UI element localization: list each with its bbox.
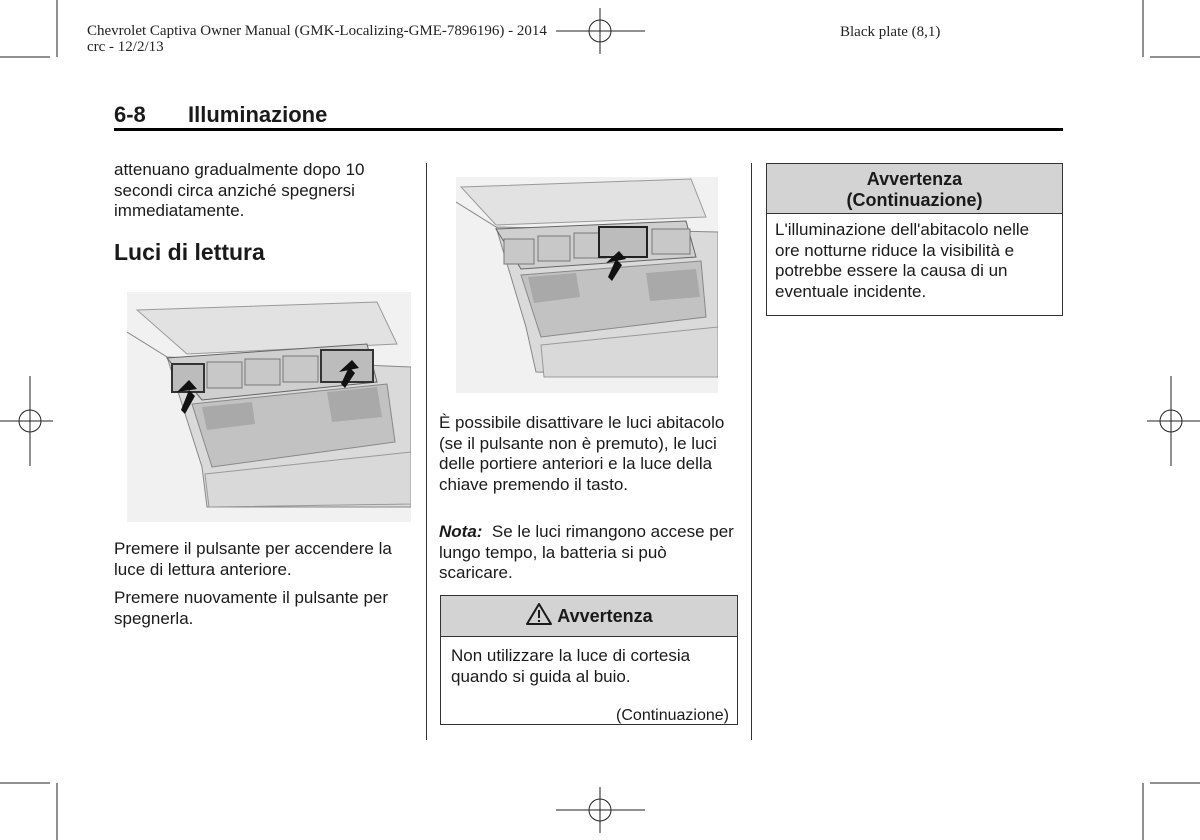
column-divider-2 (751, 163, 752, 740)
warning-title: Avvertenza (557, 606, 653, 626)
warning-header (441, 596, 737, 637)
plate-label: Black plate (8,1) (840, 24, 941, 40)
reading-light-illustration (127, 292, 411, 522)
warning-triangle-icon (525, 602, 553, 626)
warning-continued-box (766, 163, 1063, 316)
col1-intro: attenuano gradualmente dopo 10 secondi circa anziché spegnersi immediatamente. (114, 160, 365, 220)
col1-para2: Premere nuovamente il pulsante per spegnerla. (114, 588, 389, 628)
col2-para1: È possibile disattivare le luci abitacolo (se il pulsante non è premuto), le luci delle portiere anteriori e la luce della chiave premendo il tasto. (439, 413, 725, 494)
section-number: 6-8 (114, 102, 146, 127)
section-rule (114, 128, 1063, 131)
continuation-label: (Continuazione) (616, 706, 729, 724)
manual-title: Chevrolet Captiva Owner Manual (GMK-Localizing-GME-7896196) - 2014 (87, 23, 547, 39)
note-label: Nota: (439, 522, 483, 541)
crc-date: crc - 12/2/13 (87, 39, 164, 55)
col1-para1: Premere il pulsante per accendere la luce di lettura anteriore. (114, 539, 392, 579)
note-text: Se le luci rimangono accese per lungo tempo, la batteria si può scaricare. (439, 522, 734, 582)
warning-continued-header (767, 164, 1062, 214)
warning-continued-subtitle: (Continuazione) (846, 190, 983, 210)
heading-reading-lights: Luci di lettura (114, 239, 265, 265)
warning-continued-title: Avvertenza (866, 169, 963, 189)
column-divider-1 (426, 163, 427, 740)
warning-continued-text: L'illuminazione dell'abitacolo nelle ore notturne riduce la visibilità e potrebbe essere la causa di un eventuale incidente. (775, 220, 1030, 301)
section-title: Illuminazione (188, 102, 328, 127)
warning-box (440, 595, 738, 725)
door-light-button-illustration (456, 177, 718, 393)
col2-note (439, 522, 734, 584)
warning-text: Non utilizzare la luce di cortesia quando si guida al buio. (451, 646, 691, 686)
